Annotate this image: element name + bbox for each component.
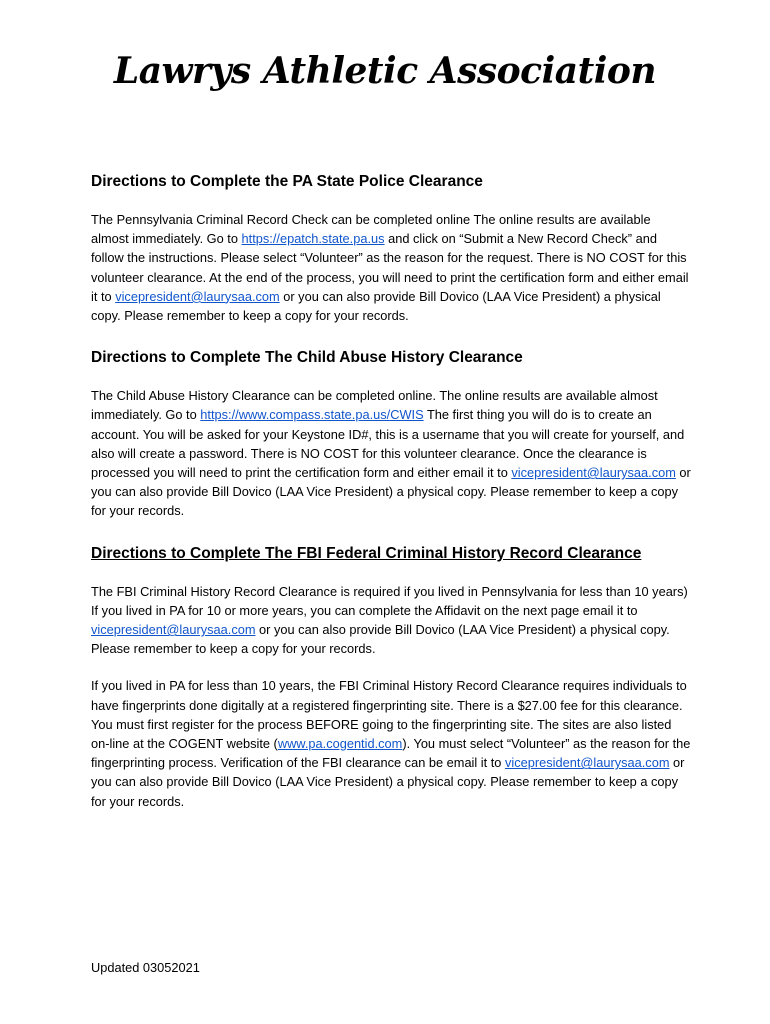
email-link[interactable]: vicepresident@laurysaa.com — [511, 465, 676, 481]
compass-link[interactable]: https://www.compass.state.pa.us/CWIS — [200, 407, 424, 423]
section-heading-child-abuse: Directions to Complete The Child Abuse History Clearance — [91, 349, 523, 367]
email-link[interactable]: vicepresident@laurysaa.com — [504, 755, 670, 771]
email-link[interactable]: vicepresident@laurysaa.com — [115, 288, 280, 304]
section-paragraph-state-police — [91, 210, 691, 325]
updated-footer: Updated 03052021 — [91, 960, 200, 975]
text-run: ). You must select “Volunteer” as the reason for the fingerprinting process. Verification of the FBI clearance can be email it to — [91, 736, 691, 771]
text-run: and click on “Submit a New Record Check” and follow the instructions. Please select “Volunteer” as the reason for the request. There is NO COST for this volunteer clearance. At the end of the process, you will need to print the certification form and either email it to — [91, 231, 689, 304]
text-run: The Pennsylvania Criminal Record Check can be completed online The online results are available almost immediately. Go to — [91, 212, 651, 247]
cogent-link[interactable]: www.pa.cogentid.com — [277, 736, 403, 752]
text-run: or you can also provide Bill Dovico (LAA Vice President) a physical copy. Please remember to keep a copy for your records. — [91, 465, 691, 519]
epatch-link[interactable]: https://epatch.state.pa.us — [241, 231, 385, 247]
section-heading-fbi: Directions to Complete The FBI Federal Criminal History Record Clearance — [91, 544, 642, 562]
text-run: or you can also provide Bill Dovico (LAA Vice President) a physical copy. Please remember to keep a copy for your records. — [91, 622, 670, 657]
text-run: If you lived in PA for less than 10 years, the FBI Criminal History Record Clearance requires individuals to have fingerprints done digitally at a registered fingerprinting site. There is a $27.00 fee for this clearance. You must first register for the process BEFORE going to the fingerprinting site. The sites are also listed on-line at the COGENT website ( — [91, 678, 687, 752]
text-run: The first thing you will do is to create an account. You will be asked for your Keystone ID#, this is a username that you will create for yourself, and also will create a password. There is NO COST for this volunteer clearance. Once the clearance is processed you will need to print the certification form and either email it to — [91, 407, 685, 481]
email-link[interactable]: vicepresident@laurysaa.com — [91, 622, 256, 638]
section-paragraph-fbi-1 — [91, 582, 691, 659]
section-paragraph-child-abuse — [91, 386, 691, 520]
text-run: or you can also provide Bill Dovico (LAA Vice President) a physical copy. Please remember to keep a copy for your records. — [91, 288, 661, 324]
text-run: The Child Abuse History Clearance can be completed online. The online results are available almost immediately. Go to — [91, 388, 658, 423]
page-title: Lawrys Athletic Association — [113, 50, 657, 92]
document-body — [91, 170, 691, 811]
section-heading-state-police: Directions to Complete the PA State Police Clearance — [91, 173, 483, 190]
text-run: The FBI Criminal History Record Clearance is required if you lived in Pennsylvania for less than 10 years) If you lived in PA for 10 or more years, you can complete the Affidavit on the next page email it to — [91, 583, 688, 618]
text-run: or you can also provide Bill Dovico (LAA Vice President) a physical copy. Please remember to keep a copy for your records. — [91, 755, 685, 809]
section-paragraph-fbi-2 — [91, 676, 691, 810]
